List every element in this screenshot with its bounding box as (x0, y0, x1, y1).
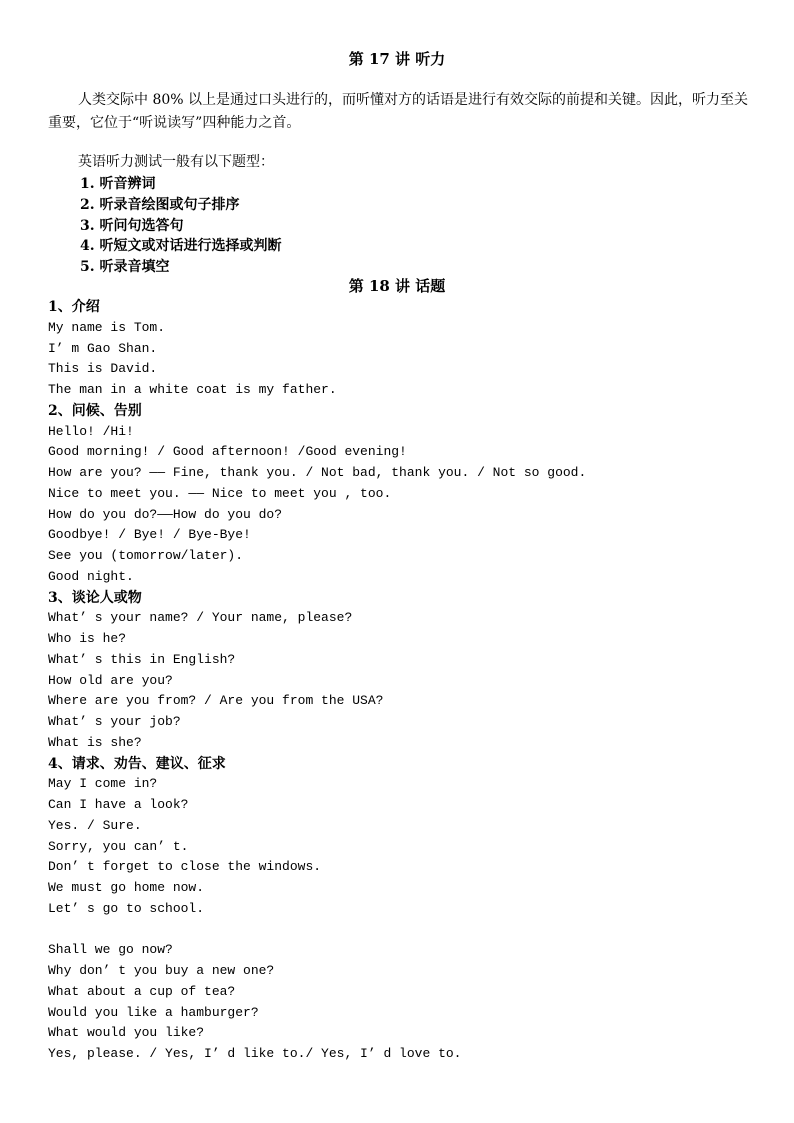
example-sentence: How are you? —— Fine, thank you. / Not bad, thank you. / Not so good. (48, 465, 587, 480)
example-sentence: Yes. / Sure. (48, 817, 142, 833)
example-sentence: Why don’ t you buy a new one? (48, 963, 275, 978)
example-sentence: My name is Tom. (48, 319, 166, 335)
question-type-item: 3. 听问句选答句 (80, 217, 184, 234)
question-type-item: 5. 听录音填空 (80, 259, 170, 276)
example-sentence: Yes, please. / Yes, I’ d like to./ Yes, I’ d love to. (48, 1046, 462, 1061)
example-sentence: See you (tomorrow/later). (48, 548, 244, 563)
example-sentence: What’ s your job? (48, 714, 181, 729)
example-sentence: The man in a white coat is my father. (48, 382, 337, 397)
example-sentence: May I come in? (48, 776, 158, 792)
question-type-item: 1. 听音辨词 (80, 176, 156, 192)
example-sentence: Where are you from? / Are you from the USA? (48, 693, 384, 709)
lecture-17-paragraph: 人类交际中 80% 以上是通过口头进行的，而听懂对方的话语是进行有效交际的前提和关键。因此，听力至关重要，它位于“听说读写”四种能力之首。 (48, 92, 749, 131)
lecture-18-title: 第 18 讲 话题 (348, 277, 446, 295)
example-sentence: Can I have a look? (48, 797, 189, 812)
example-sentence: Good night. (48, 568, 134, 584)
example-sentence: Would you like a hamburger? (48, 1004, 259, 1020)
lecture-18-content (48, 297, 768, 1065)
example-sentence: Shall we go now? (48, 942, 173, 958)
question-type-item: 4. 听短文或对话进行选择或判断 (80, 238, 282, 255)
example-sentence: What would you like? (48, 1025, 205, 1041)
question-types-intro: 英语听力测试一般有以下题型： (78, 154, 274, 170)
example-sentence: Goodbye! / Bye! / Bye-Bye! (48, 527, 251, 543)
example-sentence: How old are you? (48, 672, 173, 688)
example-sentence: Who is he? (48, 631, 127, 646)
example-sentence: We must go home now. (48, 880, 205, 895)
section-heading: 1、介绍 (48, 299, 100, 315)
section-heading: 4、请求、劝告、建议、征求 (48, 755, 226, 772)
section-heading: 3、谈论人或物 (48, 589, 142, 606)
example-sentence: Nice to meet you. —— Nice to meet you , too. (48, 485, 392, 501)
example-sentence: What about a cup of tea? (48, 983, 236, 999)
example-sentence: What’ s your name? / Your name, please? (48, 610, 353, 626)
example-sentence: What’ s this in English? (48, 651, 236, 667)
example-sentence: How do you do?——How do you do? (48, 506, 283, 522)
lecture-17-title: 第 17 讲 听力 (348, 50, 446, 68)
section-heading: 2、问候、告别 (48, 402, 142, 419)
example-sentence: Good morning! / Good afternoon! /Good evening! (48, 444, 407, 460)
example-sentence: Let’ s go to school. (48, 900, 205, 916)
question-types-list (80, 174, 282, 278)
example-sentence: This is David. (48, 361, 158, 377)
example-sentence: Hello! /Hi! (48, 423, 134, 439)
blank-line (48, 920, 768, 941)
example-sentence: What is she? (48, 734, 142, 750)
example-sentence: Don’ t forget to close the windows. (48, 859, 322, 875)
example-sentence: Sorry, you can’ t. (48, 838, 189, 854)
example-sentence: I’ m Gao Shan. (48, 340, 158, 356)
question-type-item: 2. 听录音绘图或句子排序 (80, 196, 240, 213)
